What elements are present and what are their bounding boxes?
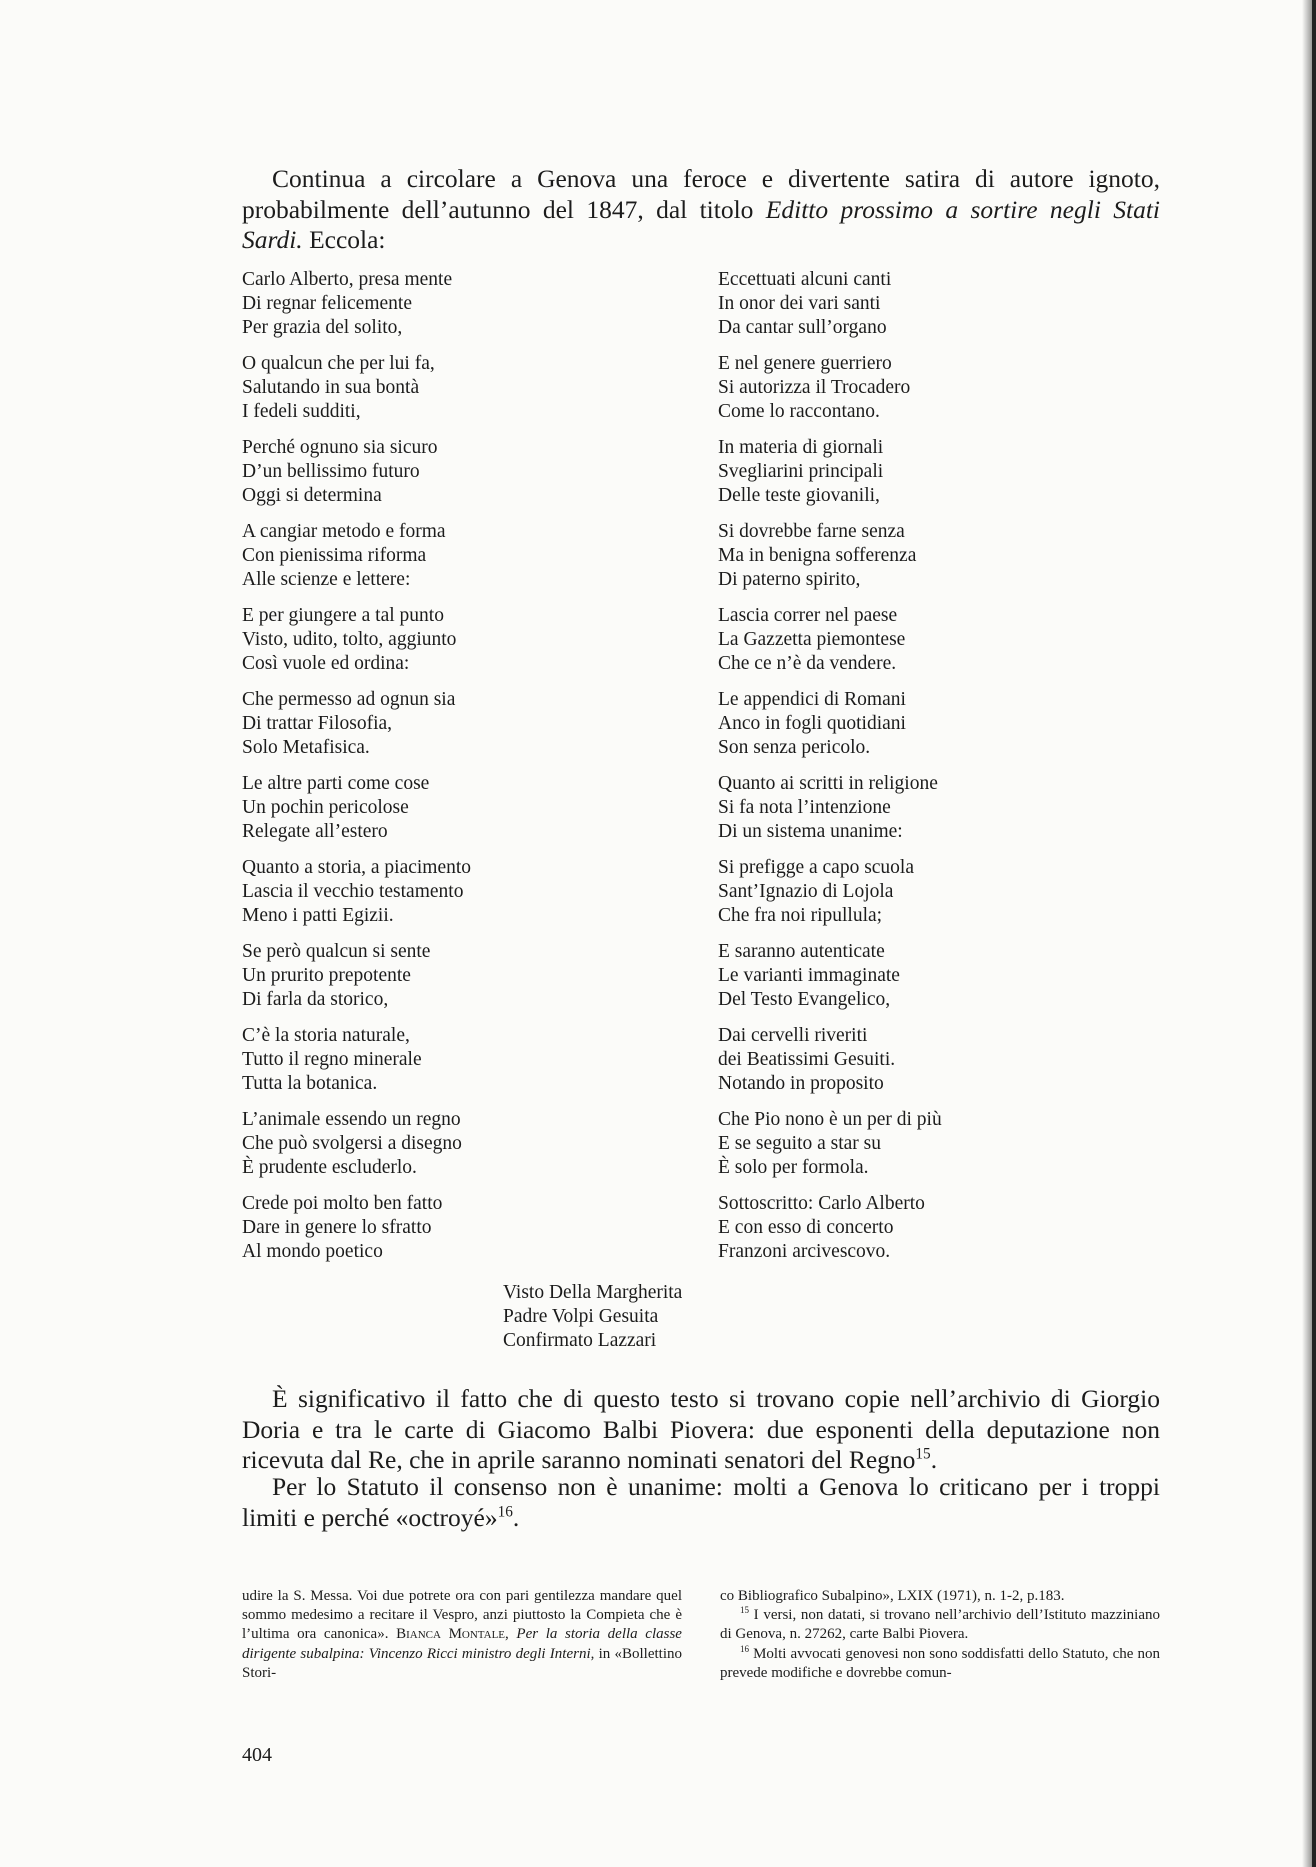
poem-stanza [718, 520, 1188, 592]
poem-line: Se però qualcun si sente [242, 941, 431, 962]
poem-line: Relegate all’estero [242, 821, 388, 842]
poem-line: Di regnar felicemente [242, 293, 412, 314]
poem-line: Alle scienze e lettere: [242, 569, 411, 590]
poem-stanza [242, 520, 712, 592]
footnote-sep: , [505, 1626, 517, 1643]
poem-line: Che ce n’è da vendere. [718, 653, 897, 674]
poem-stanza [242, 436, 712, 508]
poem-stanza [242, 772, 712, 844]
poem-line: Carlo Alberto, presa mente [242, 269, 453, 290]
poem-line: Sottoscritto: Carlo Alberto [718, 1193, 925, 1214]
poem-line: L’animale essendo un regno [242, 1109, 461, 1130]
paragraph-tail: . [512, 1502, 520, 1532]
poem-line: D’un bellissimo futuro [242, 461, 420, 482]
poem-stanza [718, 940, 1188, 1012]
paragraph-text: Per lo Statuto il consenso non è unanime: molti a Genova lo criticano per i troppi limiti e perché «octroyé» [242, 1472, 1160, 1532]
poem-line: Franzoni arcivescovo. [718, 1241, 891, 1262]
poem-line: E saranno autenticate [718, 941, 885, 962]
poem-stanza [718, 1024, 1188, 1096]
poem-line: Che permesso ad ognun sia [242, 689, 456, 710]
footnote-number: 16 [740, 1643, 749, 1654]
poem-stanza [242, 1108, 712, 1180]
poem-stanza [718, 772, 1188, 844]
footnote-text: Molti avvocati genovesi non sono soddisfatti dello Statuto, che non prevede modifiche e dovrebbe comun- [720, 1645, 1160, 1681]
poem-stanza [718, 352, 1188, 424]
footnote-text: I versi, non datati, si trovano nell’archivio dell’Istituto mazziniano di Genova, n. 27262, carte Balbi Piovera. [720, 1607, 1160, 1643]
footnote-continuation: co Bibliografico Subalpino», LXIX (1971), n. 1-2, p.183. [720, 1588, 1065, 1604]
poem-line: Di trattar Filosofia, [242, 713, 393, 734]
poem-line: I fedeli sudditi, [242, 401, 361, 422]
poem-stanza [718, 688, 1188, 760]
poem-line: Di paterno spirito, [718, 569, 861, 590]
poem-line: Quanto a storia, a piacimento [242, 857, 472, 878]
page-number: 404 [242, 1744, 272, 1766]
poem-line: Si prefigge a capo scuola [718, 857, 915, 878]
poem-line: In onor dei vari santi [718, 293, 881, 314]
poem-line: Dai cervelli riveriti [718, 1025, 868, 1046]
poem-line: Del Testo Evangelico, [718, 989, 891, 1010]
poem-line: Per grazia del solito, [242, 317, 403, 338]
footnote-author: Bianca Montale [396, 1626, 506, 1643]
poem-line: In materia di giornali [718, 437, 884, 458]
poem-line: Da cantar sull’organo [718, 317, 887, 338]
paragraph-tail: . [930, 1445, 938, 1474]
poem-line: Notando in proposito [718, 1073, 884, 1094]
poem-line: Svegliarini principali [718, 461, 884, 482]
poem-stanza [242, 1024, 712, 1096]
poem-stanza [718, 436, 1188, 508]
footnote-title: Per la storia della classe dirigente subalpina: Vincenzo Ricci ministro degli Interni [242, 1626, 682, 1662]
poem-line: Ma in benigna sofferenza [718, 545, 917, 566]
poem-line: La Gazzetta piemontese [718, 629, 906, 650]
poem-line: A cangiar metodo e forma [242, 521, 446, 542]
footnote-text: , in «Bollettino Stori- [242, 1645, 682, 1681]
poem-line: Si fa nota l’intenzione [718, 797, 891, 818]
poem-stanza [242, 604, 712, 676]
poem-line: Si autorizza il Trocadero [718, 377, 911, 398]
page-edge [1312, 0, 1316, 1867]
poem-line: Un prurito prepotente [242, 965, 411, 986]
intro-title: Editto prossimo a sortire negli Stati Sardi. [242, 194, 1161, 254]
poem-line: Meno i patti Egizii. [242, 905, 394, 926]
poem-line: C’è la storia naturale, [242, 1025, 410, 1046]
poem-line: Le altre parti come cose [242, 773, 430, 794]
poem-line: O qualcun che per lui fa, [242, 353, 435, 374]
paragraph-text: È significativo il fatto che di questo testo si trovano copie nell’archivio di Giorgio Doria e tra le carte di Giacomo Balbi Piovera: due esponenti della deputazione non ricevuta dal Re, che in aprile saranno nominati senatori del Regno [242, 1384, 1160, 1474]
poem-line: Perché ognuno sia sicuro [242, 437, 438, 458]
poem-line: Tutto il regno minerale [242, 1049, 422, 1070]
poem-line: E con esso di concerto [718, 1217, 894, 1238]
poem-line: Delle teste giovanili, [718, 485, 880, 506]
intro-text: Continua a circolare a Genova una feroce e divertente satira di autore ignoto, probabilmente dell’autunno del 1847, dal titolo [242, 164, 1160, 224]
poem-line: Salutando in sua bontà [242, 377, 420, 398]
poem-stanza [718, 1192, 1188, 1264]
footnote-text: udire la S. Messa. Voi due potrete ora con pari gentilezza mandare quel sommo medesimo a recitare il Vespro, anzi piuttosto la Compieta che è l’ultima ora canonica». [242, 1588, 682, 1643]
poem-line: Crede poi molto ben fatto [242, 1193, 443, 1214]
signature-line: Confirmato Lazzari [503, 1330, 657, 1351]
poem-line: Lascia il vecchio testamento [242, 881, 464, 902]
poem-line: Le appendici di Romani [718, 689, 906, 710]
footnote-ref: 15 [915, 1445, 931, 1463]
poem-line: Che Pio nono è un per di più [718, 1109, 942, 1130]
footnote-15 [720, 1606, 1160, 1644]
poem-stanza [718, 1108, 1188, 1180]
footnote-number: 15 [740, 1605, 749, 1616]
poem-line: Lascia correr nel paese [718, 605, 898, 626]
poem-line: Al mondo poetico [242, 1241, 383, 1262]
poem-stanza [242, 352, 712, 424]
poem-stanza [242, 856, 712, 928]
poem-line: Sant’Ignazio di Lojola [718, 881, 894, 902]
poem-stanza [242, 1192, 712, 1264]
signature-line: Padre Volpi Gesuita [503, 1306, 659, 1327]
intro-paragraph [242, 164, 1160, 256]
poem-line: Eccettuati alcuni canti [718, 269, 892, 290]
poem-line: Tutta la botanica. [242, 1073, 378, 1094]
poem-left-column [242, 268, 712, 1276]
poem-line: E nel genere guerriero [718, 353, 892, 374]
poem-line: Solo Metafisica. [242, 737, 370, 758]
poem-stanza [718, 268, 1188, 340]
poem-line: È solo per formola. [718, 1157, 869, 1178]
signature-block [503, 1281, 682, 1353]
paragraph-archive [242, 1384, 1160, 1476]
poem-right-column [718, 268, 1188, 1276]
poem-line: Visto, udito, tolto, aggiunto [242, 629, 457, 650]
footnotes-right [720, 1587, 1160, 1683]
poem-line: Oggi si determina [242, 485, 382, 506]
poem-line: Son senza pericolo. [718, 737, 871, 758]
poem-line: E per giungere a tal punto [242, 605, 444, 626]
poem-line: dei Beatissimi Gesuiti. [718, 1049, 896, 1070]
footnotes-left [242, 1587, 682, 1683]
poem-line: Quanto ai scritti in religione [718, 773, 938, 794]
poem-line: Un pochin pericolose [242, 797, 409, 818]
paragraph-statuto [242, 1472, 1160, 1533]
poem-stanza [242, 688, 712, 760]
poem-stanza [242, 940, 712, 1012]
poem-line: E se seguito a star su [718, 1133, 882, 1154]
intro-tail: Eccola: [302, 225, 386, 254]
poem-line: Anco in fogli quotidiani [718, 713, 906, 734]
poem-line: Le varianti immaginate [718, 965, 900, 986]
signature-line: Visto Della Margherita [503, 1282, 683, 1303]
poem-line: Così vuole ed ordina: [242, 653, 410, 674]
poem-line: Di farla da storico, [242, 989, 389, 1010]
poem-line: Che può svolgersi a disegno [242, 1133, 462, 1154]
poem-stanza [242, 268, 712, 340]
poem-line: Dare in genere lo sfratto [242, 1217, 432, 1238]
footnote-ref: 16 [497, 1503, 513, 1520]
poem-stanza [718, 604, 1188, 676]
poem-line: Con pienissima riforma [242, 545, 427, 566]
poem-line: Che fra noi ripullula; [718, 905, 883, 926]
poem-line: Si dovrebbe farne senza [718, 521, 905, 542]
poem-stanza [718, 856, 1188, 928]
poem-line: È prudente escluderlo. [242, 1157, 417, 1178]
poem-line: Di un sistema unanime: [718, 821, 903, 842]
poem-line: Come lo raccontano. [718, 401, 880, 422]
footnote-16 [720, 1645, 1160, 1683]
